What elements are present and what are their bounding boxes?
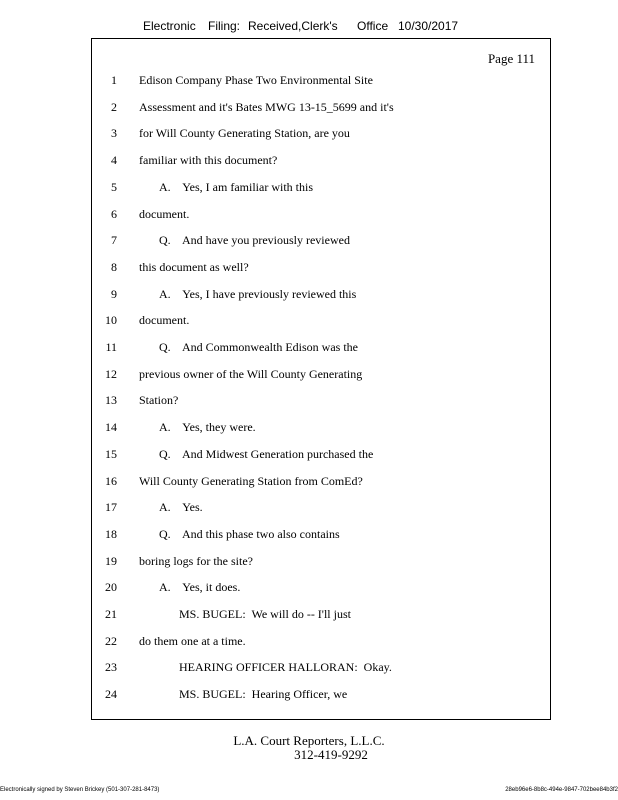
footer-phone: 312-419-9292: [294, 747, 368, 762]
transcript-line: [92, 180, 550, 196]
line-number: 3: [111, 126, 117, 141]
line-number: 6: [111, 206, 117, 221]
line-number: 17: [105, 500, 117, 515]
line-text: A. Yes, I am familiar with this: [159, 179, 313, 194]
line-text: Q. And have you previously reviewed: [159, 233, 350, 248]
transcript-line: [92, 287, 550, 303]
transcript-line: [92, 580, 550, 596]
transcript-line: [92, 393, 550, 409]
transcript-line: [92, 634, 550, 650]
line-number: 2: [111, 99, 117, 114]
transcript-line: [92, 660, 550, 676]
line-text: Q. And Commonwealth Edison was the: [159, 340, 358, 354]
page-number: Page 111: [487, 51, 535, 66]
transcript-line: [92, 687, 550, 703]
transcript-line: [92, 340, 550, 356]
line-number: 15: [105, 446, 117, 461]
transcript-line: [92, 447, 550, 463]
line-text: A. Yes.: [159, 500, 203, 515]
line-number: 24: [105, 687, 117, 702]
filing-header: [0, 19, 618, 37]
footer-company: L.A. Court Reporters, L.L.C.: [233, 733, 385, 748]
line-text: do them one at a time.: [139, 633, 246, 648]
line-text: Station?: [139, 393, 179, 408]
header-office: Office: [357, 19, 389, 33]
line-number: 16: [105, 473, 117, 488]
line-number: 13: [105, 393, 117, 408]
line-number: 20: [105, 580, 117, 595]
line-text: Q. And Midwest Generation purchased the: [159, 446, 374, 461]
transcript-line: [92, 607, 550, 623]
line-text: previous owner of the Will County Generating: [139, 366, 363, 381]
transcript-line: [92, 367, 550, 383]
transcript-page: [91, 38, 551, 720]
transcript-line: [92, 100, 550, 116]
transcript-line: [92, 420, 550, 436]
line-number: 11: [105, 340, 117, 354]
header-filing: Filing:: [208, 19, 241, 33]
line-text: MS. BUGEL: Hearing Officer, we: [179, 687, 348, 702]
line-text: A. Yes, I have previously reviewed this: [159, 286, 357, 301]
transcript-line: [92, 527, 550, 543]
header-date: 10/30/2017: [398, 19, 459, 33]
header-electronic: Electronic: [143, 19, 196, 33]
transcript-line: [92, 500, 550, 516]
line-text: HEARING OFFICER HALLORAN: Okay.: [179, 660, 392, 675]
line-text: Will County Generating Station from ComEd?: [139, 473, 363, 488]
line-text: for Will County Generating Station, are you: [139, 126, 350, 141]
line-text: boring logs for the site?: [139, 553, 253, 568]
line-text: Edison Company Phase Two Environmental Site: [139, 73, 373, 87]
line-number: 12: [105, 366, 117, 381]
signature-right: 28eb96e6-8b8c-494e-9847-702bee84b3f2: [505, 787, 618, 793]
line-number: 18: [105, 526, 117, 541]
line-number: 8: [111, 259, 117, 274]
transcript-line: [92, 233, 550, 249]
line-number: 21: [105, 607, 117, 621]
transcript-line: [92, 474, 550, 490]
transcript-line: [92, 313, 550, 329]
header-received: Received,Clerk's: [248, 19, 338, 33]
transcript-line: [92, 207, 550, 223]
transcript-line: [92, 73, 550, 89]
line-text: Q. And this phase two also contains: [159, 526, 340, 541]
line-text: document.: [139, 313, 190, 328]
footer: [0, 734, 618, 762]
line-number: 1: [111, 73, 117, 87]
line-number: 7: [111, 233, 117, 248]
line-text: document.: [139, 206, 190, 221]
line-number: 14: [105, 420, 117, 435]
line-number: 4: [111, 153, 117, 168]
signature-left: Electronically signed by Steven Brickey (501-307-281-8473): [0, 787, 160, 793]
transcript-line: [92, 153, 550, 169]
line-number: 23: [105, 660, 117, 675]
transcript-line: [92, 126, 550, 142]
line-text: Assessment and it's Bates MWG 13-15_5699 and it's: [139, 99, 394, 114]
transcript-line: [92, 554, 550, 570]
line-number: 5: [111, 179, 117, 194]
line-text: familiar with this document?: [139, 153, 278, 168]
line-text: A. Yes, it does.: [159, 580, 241, 595]
line-number: 19: [105, 553, 117, 568]
line-number: 10: [105, 313, 117, 328]
line-number: 22: [105, 633, 117, 648]
line-number: 9: [111, 286, 117, 301]
line-text: A. Yes, they were.: [159, 420, 256, 435]
line-text: this document as well?: [139, 259, 249, 274]
transcript-line: [92, 260, 550, 276]
line-text: MS. BUGEL: We will do -- I'll just: [179, 607, 351, 621]
